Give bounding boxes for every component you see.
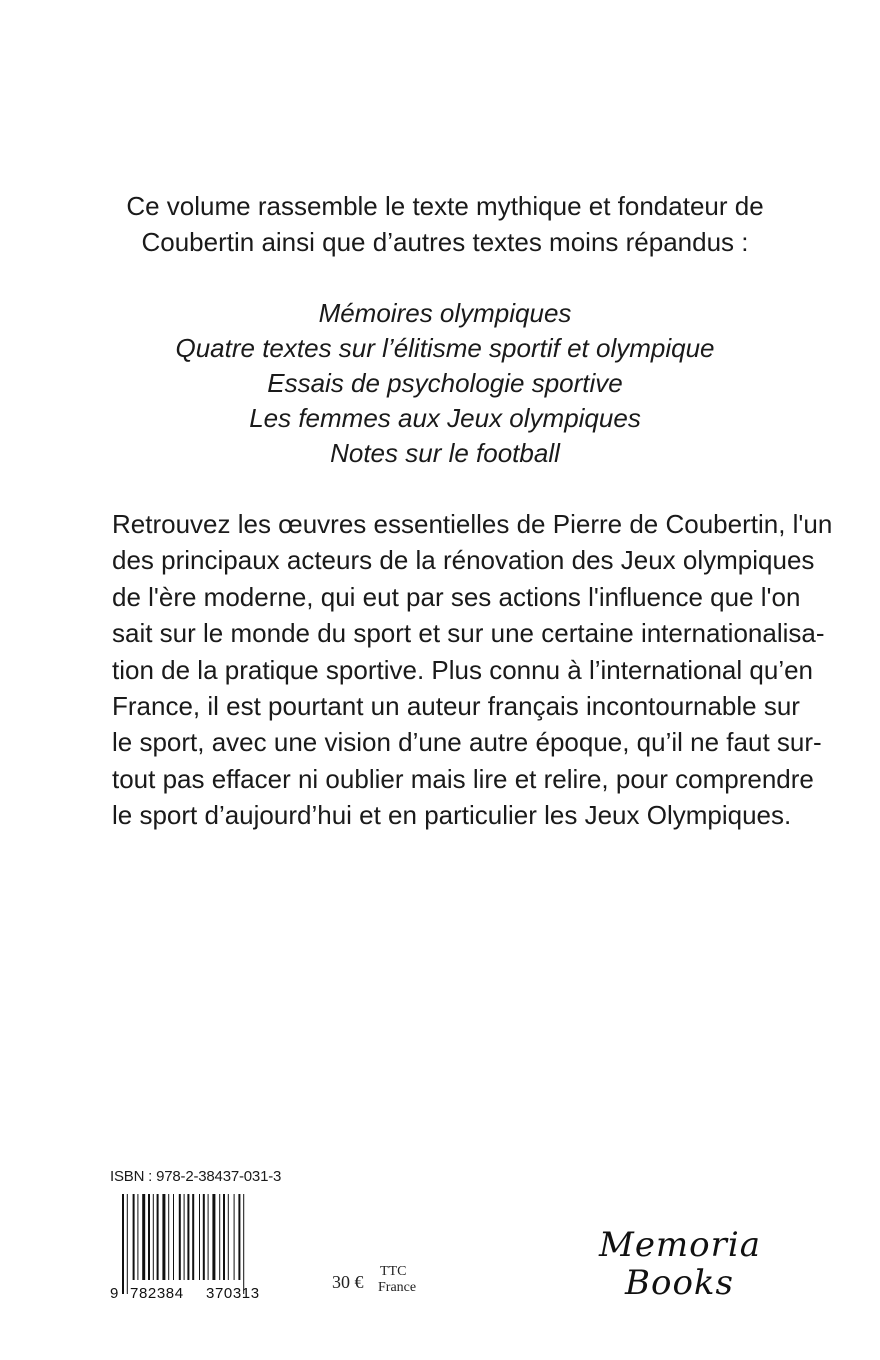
isbn-block [110, 1168, 282, 1302]
logo-line-1: Memoria [599, 1225, 762, 1265]
isbn-label: ISBN : 978-2-38437-031-3 [110, 1168, 282, 1185]
titles-list [100, 296, 790, 471]
intro-line-1: Ce volume rassemble le texte mythique et fondateur de [126, 191, 764, 221]
barcode-bar [234, 1194, 235, 1280]
barcode-bar [243, 1194, 244, 1294]
description-line: des principaux acteurs de la rénovation des Jeux olympiques [112, 545, 815, 576]
barcode [110, 1194, 278, 1302]
barcode-bar [137, 1194, 138, 1280]
barcode-bar [184, 1194, 185, 1280]
barcode-bar [219, 1194, 220, 1280]
barcode-digit-first: 9 [110, 1285, 119, 1302]
barcode-bar [187, 1194, 189, 1280]
description-line: tion de la pratique sportive. Plus connu à l’international qu’en [112, 654, 814, 685]
barcode-bar [122, 1194, 124, 1294]
barcode-bar [199, 1194, 200, 1280]
barcode-bar [238, 1194, 240, 1280]
barcode-bar [212, 1194, 215, 1280]
barcode-bar [223, 1194, 225, 1280]
price-country: France [378, 1280, 417, 1295]
barcode-bar [168, 1194, 169, 1280]
barcode-bar [133, 1194, 135, 1280]
intro-paragraph [100, 188, 790, 260]
barcode-bar [162, 1194, 165, 1280]
barcode-bar [203, 1194, 205, 1280]
description-line: sait sur le monde du sport et sur une certaine internationalisa- [112, 618, 825, 649]
barcode-bar [142, 1194, 145, 1280]
description-line: le sport d’aujourd’hui et en particulier les Jeux Olympiques. [112, 800, 792, 831]
barcode-bar [192, 1194, 194, 1280]
barcode-bar [127, 1194, 128, 1294]
intro-line-2: Coubertin ainsi que d’autres textes moins répandus : [141, 227, 749, 257]
barcode-bar [157, 1194, 159, 1280]
barcode-bar [179, 1194, 181, 1280]
description-line: le sport, avec une vision d’une autre époque, qu’il ne faut sur- [112, 727, 822, 758]
barcode-digits-right: 370313 [206, 1285, 260, 1302]
description-line: Retrouvez les œuvres essentielles de Pierre de Coubertin, l'un [112, 509, 833, 539]
barcode-bar [148, 1194, 150, 1280]
barcode-bar [228, 1194, 229, 1280]
title-item: Les femmes aux Jeux olympiques [249, 403, 641, 433]
title-item: Mémoires olympiques [318, 298, 572, 328]
price-tax: TTC [380, 1264, 407, 1279]
logo-line-2: Books [625, 1263, 734, 1303]
barcode-bar [208, 1194, 209, 1280]
description-line: tout pas effacer ni oublier mais lire et relire, pour comprendre [112, 763, 814, 794]
barcode-bar [173, 1194, 174, 1280]
price-amount: 30 € [332, 1272, 364, 1292]
description-paragraph [112, 506, 833, 834]
description-line: de l'ère moderne, qui eut par ses actions l'influence que l'on [112, 581, 801, 612]
barcode-bar [153, 1194, 154, 1280]
title-item: Notes sur le football [330, 438, 560, 468]
barcode-digits-left: 782384 [130, 1285, 184, 1302]
publisher-logo [595, 1220, 780, 1308]
title-item: Quatre textes sur l’élitisme sportif et olympique [175, 333, 715, 363]
title-item: Essais de psychologie sportive [267, 368, 623, 398]
description-line: France, il est pourtant un auteur français incontournable sur [112, 691, 800, 722]
